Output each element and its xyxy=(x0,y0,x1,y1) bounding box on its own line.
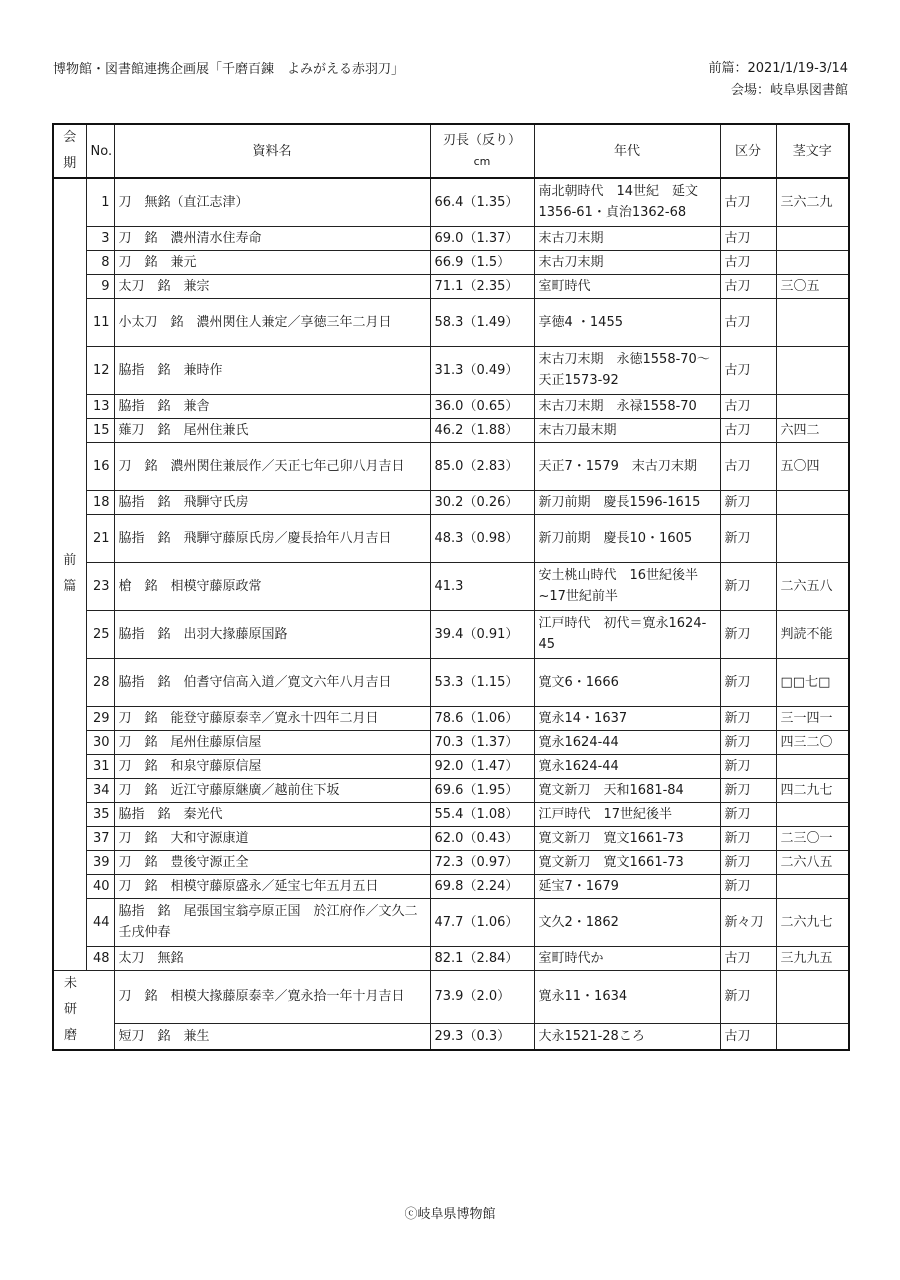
cell-length: 85.0（2.83） xyxy=(430,442,534,490)
cell-era: 寛文新刀 寛文1661-73 xyxy=(534,850,720,874)
cell-bunji: □□七□ xyxy=(776,658,849,706)
cell-no: 44 xyxy=(86,898,114,946)
header-bunji: 茎文字 xyxy=(776,124,849,178)
cell-bunji xyxy=(776,298,849,346)
cell-name: 脇指 銘 飛騨守藤原氏房／慶長拾年八月吉日 xyxy=(114,514,430,562)
table-row xyxy=(53,226,849,250)
cell-era: 室町時代か xyxy=(534,946,720,970)
cell-length: 73.9（2.0） xyxy=(430,970,534,1023)
cell-no: 30 xyxy=(86,730,114,754)
cell-bunji xyxy=(776,514,849,562)
table-row xyxy=(53,250,849,274)
sword-list-table xyxy=(52,123,850,1051)
cell-category: 新刀 xyxy=(720,706,776,730)
cell-bunji: 五〇四 xyxy=(776,442,849,490)
cell-length: 29.3（0.3） xyxy=(430,1023,534,1050)
cell-name: 刀 銘 豊後守源正全 xyxy=(114,850,430,874)
cell-no: 25 xyxy=(86,610,114,658)
table-row xyxy=(53,418,849,442)
cell-bunji xyxy=(776,250,849,274)
cell-no: 16 xyxy=(86,442,114,490)
cell-category: 新刀 xyxy=(720,850,776,874)
cell-no: 8 xyxy=(86,250,114,274)
table-row xyxy=(53,658,849,706)
cell-bunji: 判読不能 xyxy=(776,610,849,658)
table-row xyxy=(53,754,849,778)
cell-length: 71.1（2.35） xyxy=(430,274,534,298)
cell-length: 62.0（0.43） xyxy=(430,826,534,850)
cell-no: 3 xyxy=(86,226,114,250)
cell-era: 末古刀末期 永禄1558-70 xyxy=(534,394,720,418)
cell-name: 薙刀 銘 尾州住兼氏 xyxy=(114,418,430,442)
cell-name: 刀 銘 尾州住藤原信屋 xyxy=(114,730,430,754)
cell-category: 新刀 xyxy=(720,874,776,898)
cell-name: 脇指 銘 兼舎 xyxy=(114,394,430,418)
cell-category: 古刀 xyxy=(720,298,776,346)
cell-category: 新刀 xyxy=(720,610,776,658)
exhibition-title: 博物館・図書館連携企画展「千磨百錬 よみがえる赤羽刀」 xyxy=(53,62,405,77)
cell-length: 30.2（0.26） xyxy=(430,490,534,514)
cell-bunji: 二三〇一 xyxy=(776,826,849,850)
table-row xyxy=(53,274,849,298)
cell-era: 享徳4 ・1455 xyxy=(534,298,720,346)
table-row xyxy=(53,298,849,346)
cell-category: 新刀 xyxy=(720,658,776,706)
cell-length: 36.0（0.65） xyxy=(430,394,534,418)
cell-bunji: 三〇五 xyxy=(776,274,849,298)
cell-name: 刀 銘 和泉守藤原信屋 xyxy=(114,754,430,778)
cell-name: 脇指 銘 飛騨守氏房 xyxy=(114,490,430,514)
cell-era: 新刀前期 慶長1596-1615 xyxy=(534,490,720,514)
cell-no: 39 xyxy=(86,850,114,874)
table-header-row xyxy=(53,124,849,178)
cell-length: 41.3 xyxy=(430,562,534,610)
cell-name: 刀 無銘（直江志津） xyxy=(114,178,430,226)
cell-era: 寛文新刀 寛文1661-73 xyxy=(534,826,720,850)
cell-bunji: 四三二〇 xyxy=(776,730,849,754)
cell-category: 古刀 xyxy=(720,1023,776,1050)
cell-era: 安土桃山時代 16世紀後半~17世紀前半 xyxy=(534,562,720,610)
cell-name: 刀 銘 近江守藤原継廣／越前住下坂 xyxy=(114,778,430,802)
table-row xyxy=(53,490,849,514)
cell-era: 大永1521-28ころ xyxy=(534,1023,720,1050)
cell-era: 江戸時代 17世紀後半 xyxy=(534,802,720,826)
cell-bunji xyxy=(776,394,849,418)
cell-era: 江戸時代 初代＝寛永1624-45 xyxy=(534,610,720,658)
cell-era: 寛文新刀 天和1681-84 xyxy=(534,778,720,802)
cell-category: 新刀 xyxy=(720,514,776,562)
cell-length: 82.1（2.84） xyxy=(430,946,534,970)
cell-category: 古刀 xyxy=(720,418,776,442)
cell-category: 古刀 xyxy=(720,946,776,970)
header-era: 年代 xyxy=(534,124,720,178)
cell-no: 12 xyxy=(86,346,114,394)
cell-category: 新刀 xyxy=(720,562,776,610)
cell-no: 34 xyxy=(86,778,114,802)
cell-no: 1 xyxy=(86,178,114,226)
cell-bunji: 二六五八 xyxy=(776,562,849,610)
cell-no: 40 xyxy=(86,874,114,898)
cell-length: 31.3（0.49） xyxy=(430,346,534,394)
table-row xyxy=(53,1023,849,1050)
cell-era: 寛永1624-44 xyxy=(534,730,720,754)
table-row xyxy=(53,778,849,802)
cell-no: 18 xyxy=(86,490,114,514)
cell-era: 寛永14・1637 xyxy=(534,706,720,730)
table-row xyxy=(53,970,849,1023)
cell-length: 47.7（1.06） xyxy=(430,898,534,946)
cell-no: 13 xyxy=(86,394,114,418)
cell-no: 35 xyxy=(86,802,114,826)
cell-name: 小太刀 銘 濃州関住人兼定／享徳三年二月日 xyxy=(114,298,430,346)
cell-name: 太刀 銘 兼宗 xyxy=(114,274,430,298)
header-no: No. xyxy=(86,124,114,178)
cell-era: 末古刀最末期 xyxy=(534,418,720,442)
cell-bunji: 四二九七 xyxy=(776,778,849,802)
cell-length: 72.3（0.97） xyxy=(430,850,534,874)
cell-bunji xyxy=(776,1023,849,1050)
cell-category: 新刀 xyxy=(720,970,776,1023)
cell-name: 脇指 銘 伯耆守信高入道／寛文六年八月吉日 xyxy=(114,658,430,706)
cell-bunji xyxy=(776,490,849,514)
cell-length: 69.0（1.37） xyxy=(430,226,534,250)
cell-name: 刀 銘 能登守藤原泰幸／寛永十四年二月日 xyxy=(114,706,430,730)
cell-bunji: 二六九七 xyxy=(776,898,849,946)
cell-no: 15 xyxy=(86,418,114,442)
cell-no: 11 xyxy=(86,298,114,346)
cell-category: 新刀 xyxy=(720,802,776,826)
cell-category: 新刀 xyxy=(720,754,776,778)
cell-category: 新刀 xyxy=(720,778,776,802)
cell-bunji xyxy=(776,874,849,898)
cell-category: 新々刀 xyxy=(720,898,776,946)
table-row xyxy=(53,346,849,394)
cell-category: 古刀 xyxy=(720,442,776,490)
cell-era: 文久2・1862 xyxy=(534,898,720,946)
cell-length: 39.4（0.91） xyxy=(430,610,534,658)
cell-bunji: 二六八五 xyxy=(776,850,849,874)
cell-length: 66.9（1.5） xyxy=(430,250,534,274)
cell-name: 刀 銘 相模大掾藤原泰幸／寛永拾一年十月吉日 xyxy=(114,970,430,1023)
cell-length: 48.3（0.98） xyxy=(430,514,534,562)
cell-name: 刀 銘 兼元 xyxy=(114,250,430,274)
cell-length: 58.3（1.49） xyxy=(430,298,534,346)
cell-no: 21 xyxy=(86,514,114,562)
cell-era: 寛永11・1634 xyxy=(534,970,720,1023)
cell-era: 末古刀末期 xyxy=(534,250,720,274)
cell-category: 古刀 xyxy=(720,394,776,418)
cell-length: 66.4（1.35） xyxy=(430,178,534,226)
cell-no: 23 xyxy=(86,562,114,610)
table-row xyxy=(53,898,849,946)
cell-category: 古刀 xyxy=(720,178,776,226)
table-row xyxy=(53,706,849,730)
table-row xyxy=(53,394,849,418)
cell-category: 新刀 xyxy=(720,490,776,514)
cell-era: 末古刀末期 永徳1558-70～天正1573-92 xyxy=(534,346,720,394)
cell-name: 脇指 銘 兼時作 xyxy=(114,346,430,394)
cell-bunji xyxy=(776,226,849,250)
cell-bunji xyxy=(776,802,849,826)
cell-length: 55.4（1.08） xyxy=(430,802,534,826)
header-session: 会期 xyxy=(53,124,86,178)
table-row xyxy=(53,514,849,562)
cell-no: 37 xyxy=(86,826,114,850)
cell-name: 脇指 銘 尾張国宝翁亭原正国 於江府作／文久二壬戌仲春 xyxy=(114,898,430,946)
cell-name: 脇指 銘 秦光代 xyxy=(114,802,430,826)
cell-length: 69.6（1.95） xyxy=(430,778,534,802)
cell-no: 9 xyxy=(86,274,114,298)
cell-name: 刀 銘 大和守源康道 xyxy=(114,826,430,850)
table-row xyxy=(53,730,849,754)
cell-bunji: 三一四一 xyxy=(776,706,849,730)
session-cell: 前篇 xyxy=(53,178,86,970)
header-name: 資料名 xyxy=(114,124,430,178)
cell-category: 古刀 xyxy=(720,250,776,274)
cell-era: 寛永1624-44 xyxy=(534,754,720,778)
cell-length: 69.8（2.24） xyxy=(430,874,534,898)
copyright-footer: ⓒ岐阜県博物館 xyxy=(404,1207,496,1222)
header-info xyxy=(708,58,848,102)
cell-category: 新刀 xyxy=(720,826,776,850)
cell-bunji: 三九九五 xyxy=(776,946,849,970)
cell-no: 48 xyxy=(86,946,114,970)
cell-name: 短刀 銘 兼生 xyxy=(114,1023,430,1050)
cell-era: 寛文6・1666 xyxy=(534,658,720,706)
cell-category: 新刀 xyxy=(720,730,776,754)
cell-length: 46.2（1.88） xyxy=(430,418,534,442)
period-text: 前篇：2021/1/19-3/14 xyxy=(708,61,848,76)
cell-name: 脇指 銘 出羽大掾藤原国路 xyxy=(114,610,430,658)
table-row xyxy=(53,826,849,850)
table-row xyxy=(53,610,849,658)
cell-length: 78.6（1.06） xyxy=(430,706,534,730)
cell-name: 刀 銘 相模守藤原盛永／延宝七年五月五日 xyxy=(114,874,430,898)
table-row xyxy=(53,874,849,898)
cell-bunji xyxy=(776,754,849,778)
cell-category: 古刀 xyxy=(720,274,776,298)
cell-era: 新刀前期 慶長10・1605 xyxy=(534,514,720,562)
header-length: 刃長（反り） cm xyxy=(430,124,534,178)
unpolished-cell: 未研磨 xyxy=(53,970,114,1050)
table-row xyxy=(53,946,849,970)
cell-category: 古刀 xyxy=(720,226,776,250)
cell-no: 31 xyxy=(86,754,114,778)
cell-bunji xyxy=(776,970,849,1023)
cell-era: 延宝7・1679 xyxy=(534,874,720,898)
cell-era: 天正7・1579 末古刀末期 xyxy=(534,442,720,490)
table-row xyxy=(53,802,849,826)
cell-bunji: 三六二九 xyxy=(776,178,849,226)
table-row xyxy=(53,442,849,490)
cell-category: 古刀 xyxy=(720,346,776,394)
venue-text: 会場：岐阜県図書館 xyxy=(730,83,848,98)
header-category: 区分 xyxy=(720,124,776,178)
cell-no: 29 xyxy=(86,706,114,730)
cell-name: 刀 銘 濃州清水住寿命 xyxy=(114,226,430,250)
cell-era: 末古刀末期 xyxy=(534,226,720,250)
cell-bunji xyxy=(776,346,849,394)
cell-length: 53.3（1.15） xyxy=(430,658,534,706)
table-row xyxy=(53,562,849,610)
cell-no: 28 xyxy=(86,658,114,706)
cell-era: 室町時代 xyxy=(534,274,720,298)
cell-era: 南北朝時代 14世紀 延文1356-61・貞治1362-68 xyxy=(534,178,720,226)
cell-length: 70.3（1.37） xyxy=(430,730,534,754)
cell-name: 太刀 無銘 xyxy=(114,946,430,970)
cell-bunji: 六四二 xyxy=(776,418,849,442)
cell-name: 槍 銘 相模守藤原政常 xyxy=(114,562,430,610)
cell-length: 92.0（1.47） xyxy=(430,754,534,778)
cell-name: 刀 銘 濃州関住兼辰作／天正七年己卯八月吉日 xyxy=(114,442,430,490)
table-row xyxy=(53,850,849,874)
table-row xyxy=(53,178,849,226)
